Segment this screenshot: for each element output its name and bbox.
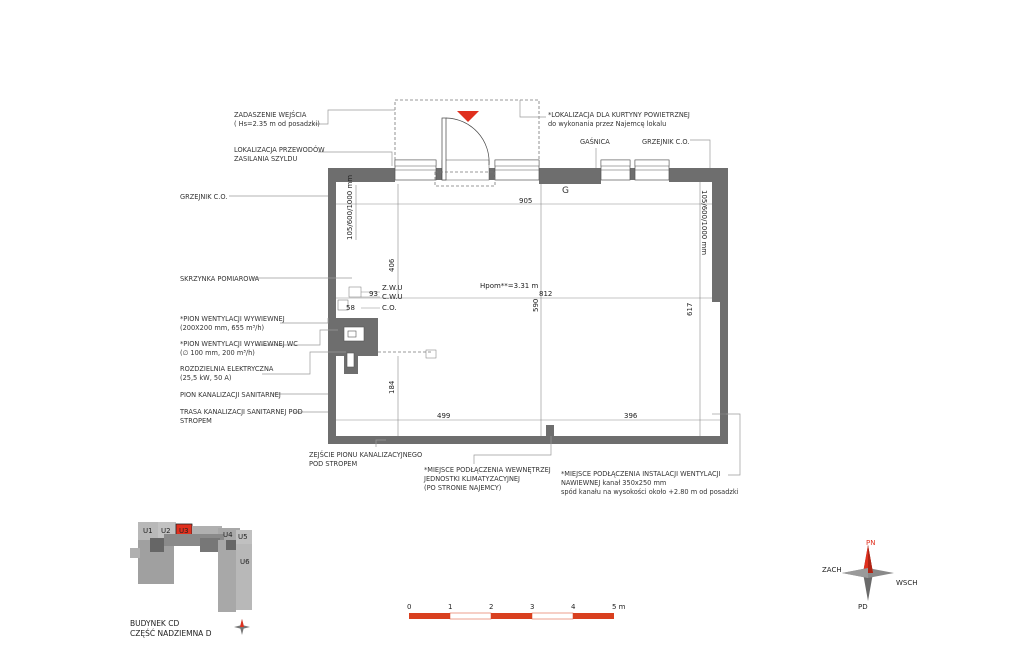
entrance-canopy-outline bbox=[395, 100, 539, 160]
key-unit-u4: U4 bbox=[223, 531, 233, 539]
scale-tick-4: 4 bbox=[571, 603, 576, 611]
compass-north: PN bbox=[866, 539, 876, 547]
pipe-cwu: C.W.U bbox=[382, 293, 403, 301]
scale-tick-0: 0 bbox=[407, 603, 412, 611]
key-plan-building: BUDYNEK CD bbox=[130, 619, 180, 628]
scale-tick-5: 5 m bbox=[612, 603, 626, 611]
label-exhaust-vent-size: (200X200 mm, 655 m³/h) bbox=[180, 324, 265, 332]
label-exhaust-vent: *PION WENTYLACJI WYWIEWNEJ bbox=[180, 315, 285, 323]
compass-south: PD bbox=[858, 603, 868, 611]
key-unit-u3: U3 bbox=[179, 527, 189, 535]
pipe-zwu: Z.W.U bbox=[382, 284, 403, 292]
compass-east: WSCH bbox=[896, 579, 918, 587]
label-switchboard: ROZDZIELNIA ELEKTRYCZNA bbox=[180, 365, 274, 373]
label-radiator-right: GRZEJNIK C.O. bbox=[642, 138, 690, 146]
label-ac-unit-3: (PO STRONIE NAJEMCY) bbox=[424, 484, 502, 492]
dim-58: 58 bbox=[346, 304, 355, 312]
scale-tick-3: 3 bbox=[530, 603, 535, 611]
dim-184: 184 bbox=[388, 380, 396, 394]
label-supply-vent-3: spód kanału na wysokości około +2.80 m od posadzki bbox=[561, 488, 739, 496]
label-ac-unit: *MIEJSCE PODŁĄCZENIA WEWNĘTRZEJ bbox=[424, 466, 551, 474]
label-sewage-descent: ZEJŚCIE PIONU KANALIZACYJNEGO bbox=[309, 451, 423, 459]
dim-406: 406 bbox=[388, 258, 396, 272]
dim-812: 812 bbox=[539, 290, 553, 298]
label-entrance-canopy-height: ( Hs=2.35 m od posadzki) bbox=[234, 120, 320, 128]
label-extinguisher: GAŚNICA bbox=[580, 138, 610, 146]
dim-top: 905 bbox=[519, 197, 533, 205]
scale-tick-2: 2 bbox=[489, 603, 494, 611]
compass-west: ZACH bbox=[822, 566, 842, 574]
label-radiator-left: GRZEJNIK C.O. bbox=[180, 193, 228, 201]
left-labels bbox=[179, 110, 325, 425]
key-unit-u1: U1 bbox=[143, 527, 153, 535]
label-sewage-route-2: STROPEM bbox=[180, 417, 212, 425]
label-switchboard-power: (25,5 kW, 50 A) bbox=[180, 374, 232, 382]
scale-tick-1: 1 bbox=[448, 603, 453, 611]
key-plan bbox=[130, 522, 252, 638]
extinguisher-symbol: G bbox=[562, 186, 569, 196]
compass-icon bbox=[842, 545, 894, 601]
windows bbox=[395, 160, 669, 180]
key-unit-u2: U2 bbox=[161, 527, 171, 535]
label-exhaust-wc-size: (∅ 100 mm, 200 m³/h) bbox=[180, 349, 255, 357]
label-entrance-canopy: ZADASZENIE WEJŚCIA bbox=[234, 111, 307, 119]
scale-bar bbox=[407, 603, 626, 619]
label-sewage-riser: PION KANALIZACJI SANITARNEJ bbox=[180, 391, 281, 399]
radiator-size-left: 105/600/1000 mm bbox=[346, 174, 354, 240]
key-unit-u5: U5 bbox=[238, 533, 248, 541]
label-supply-vent: *MIEJSCE PODŁĄCZENIA INSTALACJI WENTYLACJI bbox=[561, 470, 721, 478]
label-sign-wiring: LOKALIZACJA PRZEWODÓW bbox=[234, 146, 325, 154]
room-height: Hpom**=3.31 m bbox=[480, 282, 539, 290]
label-air-curtain-2: do wykonania przez Najemcę lokalu bbox=[548, 120, 667, 128]
key-plan-building-part: CZĘŚĆ NADZIEMNA D bbox=[130, 629, 212, 638]
label-sewage-route: TRASA KANALIZACJI SANITARNEJ POD bbox=[180, 408, 303, 416]
label-ac-unit-2: JEDNOSTKI KLIMATYZACYJNEJ bbox=[424, 475, 520, 483]
dim-93: 93 bbox=[369, 290, 378, 298]
label-sign-wiring-2: ZASILANIA SZYLDU bbox=[234, 155, 298, 163]
dim-396: 396 bbox=[624, 412, 638, 420]
plan-annotations bbox=[346, 175, 708, 420]
label-meter-box: SKRZYNKA POMIAROWA bbox=[180, 275, 260, 283]
key-plan-compass-icon bbox=[234, 619, 250, 635]
label-exhaust-wc: *PION WENTYLACJI WYWIEWNEJ WC bbox=[180, 340, 298, 348]
label-supply-vent-2: NAWIEWNEJ kanał 350x250 mm bbox=[561, 479, 667, 487]
dim-499: 499 bbox=[437, 412, 451, 420]
label-air-curtain: *LOKALIZACJA DLA KURTYNY POWIETRZNEJ bbox=[548, 111, 690, 119]
dim-617: 617 bbox=[686, 302, 694, 316]
label-sewage-descent-2: POD STROPEM bbox=[309, 460, 358, 468]
dim-590: 590 bbox=[532, 298, 540, 312]
pipe-lines bbox=[361, 292, 726, 414]
pipe-co: C.O. bbox=[382, 304, 397, 312]
key-unit-u6: U6 bbox=[240, 558, 250, 566]
radiator-size-right: 105/600/1000 mm bbox=[700, 190, 708, 256]
